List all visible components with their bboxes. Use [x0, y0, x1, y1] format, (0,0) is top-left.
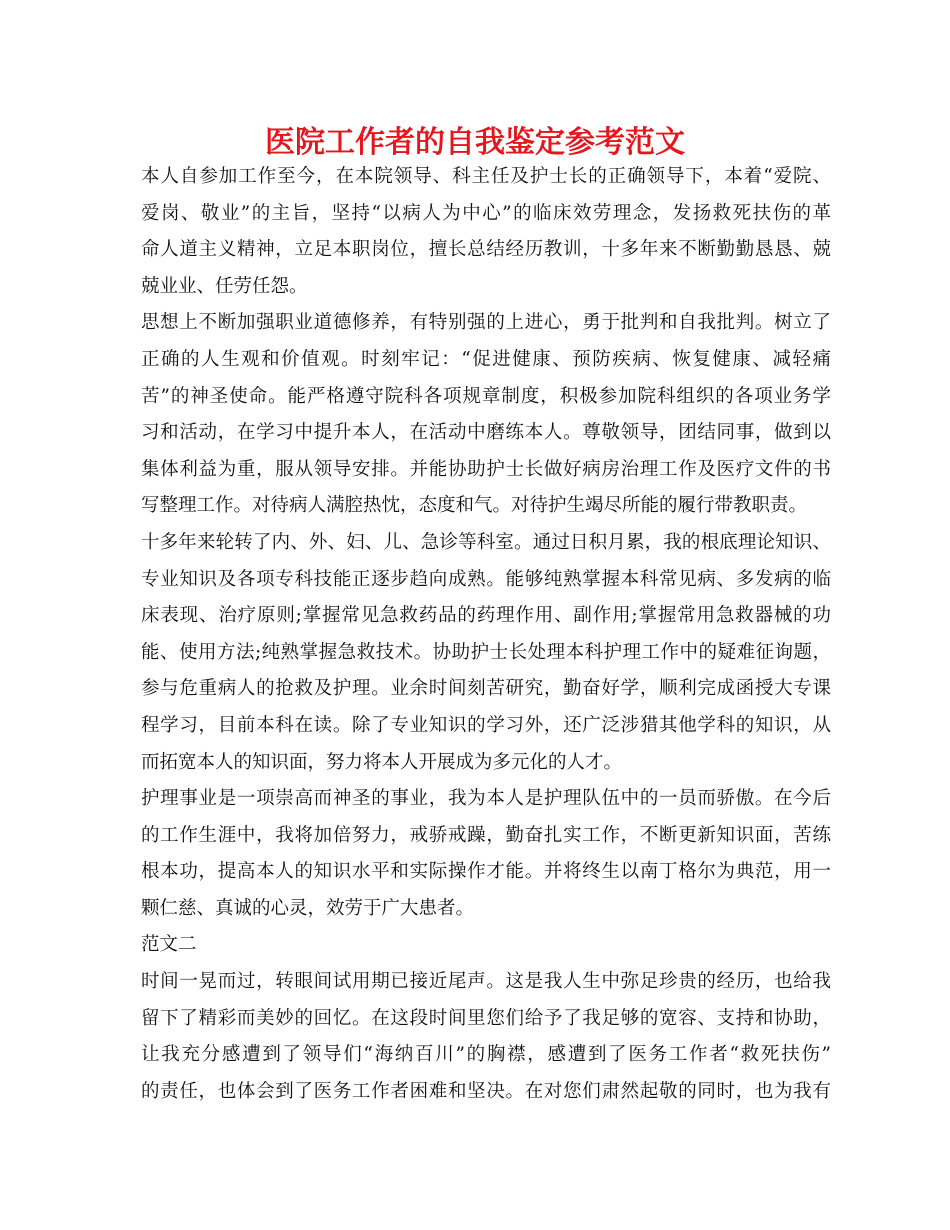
text-line: 根本功，提高本人的知识水平和实际操作才能。并将终生以南丁格尔为典范，用一 [141, 861, 831, 883]
text-line: 护理事业是一项崇高而神圣的事业，我为本人是护理队伍中的一员而骄傲。在今后 [141, 788, 831, 810]
document-title: 医院工作者的自我鉴定参考范文 [265, 125, 685, 160]
text-line: 的责任，也体会到了医务工作者困难和坚决。在对您们肃然起敬的同时，也为我有 [141, 1080, 831, 1102]
text-line: 让我充分感遭到了领导们“海纳百川”的胸襟，感遭到了医务工作者“救死扶伤” [141, 1044, 831, 1066]
text-line: 颗仁慈、真诚的心灵，效劳于广大患者。 [141, 897, 475, 919]
paragraph-2 [141, 305, 831, 525]
section-heading [141, 927, 831, 964]
text-line: 能、使用方法;纯熟掌握急救技术。协助护士长处理本科护理工作中的疑难征询题， [141, 641, 831, 663]
text-line: 思想上不断加强职业道德修养，有特别强的上进心，勇于批判和自我批判。树立了 [141, 312, 831, 334]
text-line: 本人自参加工作至今，在本院领导、科主任及护士长的正确领导下，本着“爱院、 [141, 166, 831, 187]
text-line: 命人道主义精神，立足本职岗位，擅长总结经历教训，十多年来不断勤勤恳恳、兢 [141, 239, 831, 261]
text-line: 写整理工作。对待病人满腔热忱，态度和气。对待护生竭尽所能的履行带教职责。 [141, 495, 808, 517]
text-line: 参与危重病人的抢救及护理。业余时间刻苦研究，勤奋好学，顺利完成函授大专课 [141, 678, 831, 700]
text-line: 时间一晃而过，转眼间试用期已接近尾声。这是我人生中弥足珍贵的经历，也给我 [141, 971, 831, 993]
text-line: 专业知识及各项专科技能正逐步趋向成熟。能够纯熟掌握本科常见病、多发病的临 [141, 568, 831, 590]
text-line: 集体利益为重，服从领导安排。并能协助护士长做好病房治理工作及医疗文件的书 [141, 458, 831, 480]
paragraph-4 [141, 781, 831, 927]
text-line: 正确的人生观和价值观。时刻牢记：“促进健康、预防疾病、恢复健康、减轻痛 [141, 348, 831, 370]
paragraph-5 [141, 964, 831, 1110]
text-line: 习和活动，在学习中提升本人，在活动中磨练本人。尊敬领导，团结同事，做到以 [141, 422, 831, 444]
paragraph-3 [141, 525, 831, 781]
text-line: 爱岗、敬业”的主旨，坚持“以病人为中心”的临床效劳理念，发扬救死扶伤的革 [141, 202, 831, 224]
text-line: 程学习，目前本科在读。除了专业知识的学习外，还广泛涉猎其他学科的知识，从 [141, 714, 831, 736]
text-line: 十多年来轮转了内、外、妇、儿、急诊等科室。通过日积月累，我的根底理论知识、 [141, 531, 831, 553]
text-line: 留下了精彩而美妙的回忆。在这段时间里您们给予了我足够的宽容、支持和协助， [141, 1007, 831, 1029]
text-line: 兢业业、任劳任怨。 [141, 275, 308, 297]
text-line: 苦”的神圣使命。能严格遵守院科各项规章制度，积极参加院科组织的各项业务学 [141, 385, 831, 407]
text-line: 床表现、治疗原则;掌握常见急救药品的药理作用、副作用;掌握常用急救器械的功 [141, 605, 831, 627]
text-line: 而拓宽本人的知识面，努力将本人开展成为多元化的人才。 [141, 751, 623, 773]
text-line: 的工作生涯中，我将加倍努力，戒骄戒躁，勤奋扎实工作，不断更新知识面，苦练 [141, 824, 831, 846]
paragraph-1 [141, 159, 831, 305]
text-line: 范文二 [141, 934, 197, 956]
document-body [141, 159, 831, 1110]
